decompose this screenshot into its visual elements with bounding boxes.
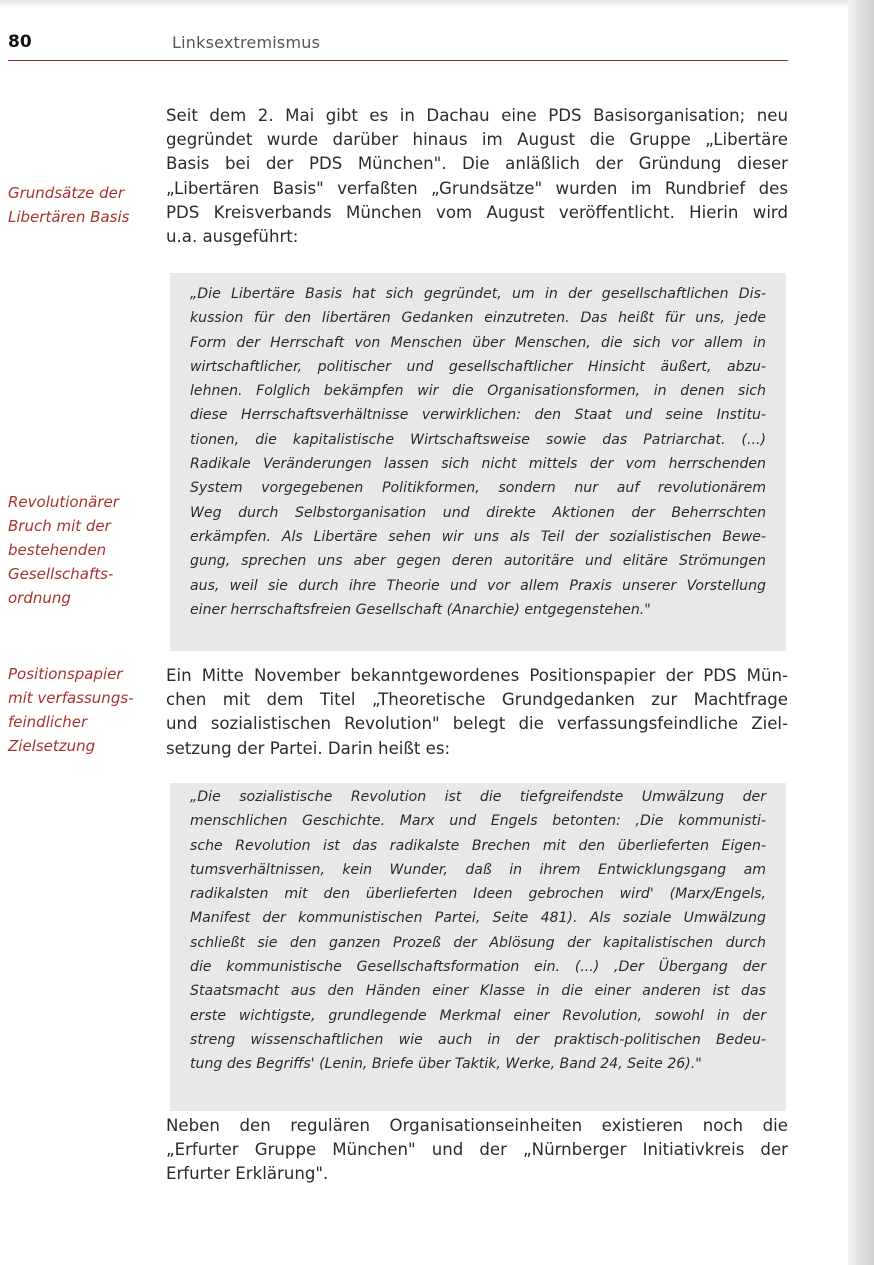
running-title: Linksextremismus [172,33,321,52]
page-top-shade [0,0,874,8]
quote-text-revolution: „Die sozialistische Revolution ist die tiefgreifendste Umwälzung der menschlichen Geschichte. Marx und Engels betonten: ‚Die kommunisti- sche Revolution ist das radikalste Brechen mit den überlieferten Eigen- tumsverhältnissen, kein Wunder, daß in ihrem Entwicklungsgang am radikalsten mit den überlieferten Ideen gebrochen wird' (Marx/Engels, Manifest der kommunistischen Partei, Seite 481). Als soziale Umwälzung schließt sie den ganzen Prozeß der Ablösung der kapitalistischen durch die kommunistische Gesellschaftsformation ein. (...) ‚Der Übergang der Staatsmacht aus den Händen einer Klasse in die einer anderen ist das erste wichtigste, grundlegende Merkmal einer Revolution, sowohl in der streng wissenschaftlichen wie auch in der praktisch-politischen Bedeu- tung des Begriffs' (Lenin, Briefe über Taktik, Werke, Band 24, Seite 26)." [190,789,766,1073]
quote-text-grundsaetze: „Die Libertäre Basis hat sich gegründet, um in der gesellschaftlichen Dis- kussion für den libertären Gedanken einzutreten. Das heißt für uns, jede Form der Herrschaft von Menschen über Menschen, die sich vor allem in wirtschaftlicher, politischer und gesellschaftlicher Hinsicht äußert, abzu- lehnen. Folglich bekämpfen wir die Organisationsformen, in denen sich diese Herrschaftsverhältnisse verwirklichen: den Staat und seine Institu- tionen, die kapitalistische Wirtschaftsweise sowie das Patriarchat. (...) Radikale Veränderungen lassen sich nicht mittels der vom herrschenden System vorgegebenen Politikformen, sondern nur auf revolutionärem Weg durch Selbstorganisation und direkte Aktionen der Beherrschten erkämpfen. Als Libertäre sehen wir uns als Teil der sozialistischen Bewe- gung, sprechen uns aber gegen deren autoritäre und elitäre Strömungen aus, weil sie durch ihre Theorie und vor allem Praxis unserer Vorstellung einer herrschaftsfreien Gesellschaft (Anarchie) entgegenstehen." [190,286,766,618]
margin-note-positionspapier: Positionspapier mit verfassungs- feindlicher Zielsetzung [8,665,134,755]
margin-note-revolutionaerer-bruch: Revolutionärer Bruch mit der bestehenden Gesellschafts- ordnung [8,493,119,607]
page-number: 80 [8,32,32,52]
quote-box-revolution [170,783,786,1111]
paragraph-organisationseinheiten: Neben den regulären Organisationseinheiten existieren noch die „Erfurter Gruppe München" und der „Nürnberger Initiativkreis der Erfurter Erklärung". [166,1116,788,1184]
page-header [8,30,788,61]
quote-box-grundsaetze [170,273,786,651]
margin-note-grundsaetze: Grundsätze der Libertären Basis [8,184,130,226]
paragraph-positionspapier: Ein Mitte November bekanntgewordenes Positionspapier der PDS Mün- chen mit dem Titel „Theoretische Grundgedanken zur Machtfrage und sozialistischen Revolution" belegt die verfassungsfeindliche Ziel- setzung der Partei. Darin heißt es: [166,666,788,758]
page-edge-shadow [848,0,874,1265]
paragraph-libertaere-basis: Seit dem 2. Mai gibt es in Dachau eine PDS Basisorganisation; neu gegründet wurde darüber hinaus im August die Gruppe „Libertäre Basis bei der PDS München". Die anläßlich der Gründung dieser „Libertären Basis" verfaßten „Grundsätze" wurden im Rundbrief des PDS Kreisverbands München vom August veröffentlicht. Hierin wird u.a. ausgeführt: [166,106,788,247]
